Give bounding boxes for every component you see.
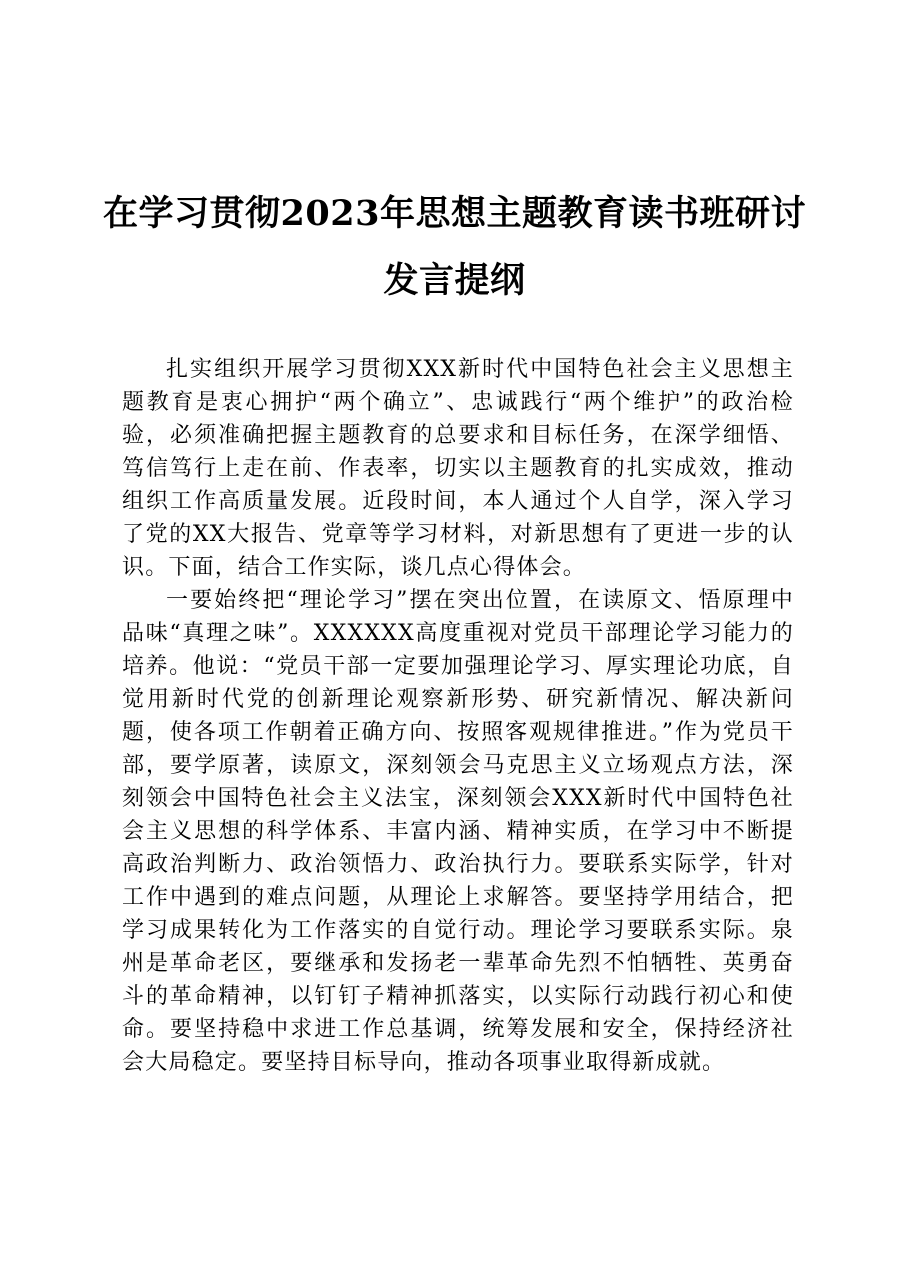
document-title-line-1: 在学习贯彻2023年思想主题教育读书班研讨	[103, 193, 806, 234]
paragraph-point-one: 一要始终把“理论学习”摆在突出位置，在读原文、悟原理中品味“真理之味”。XXXXXX高度重视对党员干部理论学习能力的培养。他说：“党员干部一定要加强理论学习、厚实理论功底，自觉用新时代党的创新理论观察新形势、研究新情况、解决新问题，使各项工作朝着正确方向、按照客观规律推进。”作为党员干部，要学原著，读原文，深刻领会马克思主义立场观点方法，深刻领会中国特色社会主义法宝，深刻领会XXX新时代中国特色社会主义思想的科学体系、丰富内涵、精神实质，在学习中不断提高政治判断力、政治领悟力、政治执行力。要联系实际学，针对工作中遇到的难点问题，从理论上求解答。要坚持学用结合，把学习成果转化为工作落实的自觉行动。理论学习要联系实际。泉州是革命老区，要继承和发扬老一辈革命先烈不怕牺牲、英勇奋斗的革命精神，以钉钉子精神抓落实，以实际行动践行初心和使命。要坚持稳中求进工作总基调，统筹发展和安全，保持经济社会大局稳定。要坚持目标导向，推动各项事业取得新成就。	[122, 588, 794, 1075]
document-body	[122, 353, 794, 1079]
paragraph-intro: 扎实组织开展学习贯彻XXX新时代中国特色社会主义思想主题教育是衷心拥护“两个确立”、忠诚践行“两个维护”的政治检验，必须准确把握主题教育的总要求和目标任务，在深学细悟、笃信笃行上走在前、作表率，切实以主题教育的扎实成效，推动组织工作高质量发展。近段时间，本人通过个人自学，深入学习了党的XX大报告、党章等学习材料，对新思想有了更进一步的认识。下面，结合工作实际，谈几点心得体会。	[122, 357, 794, 580]
document-title-line-2: 发言提纲	[383, 260, 526, 301]
